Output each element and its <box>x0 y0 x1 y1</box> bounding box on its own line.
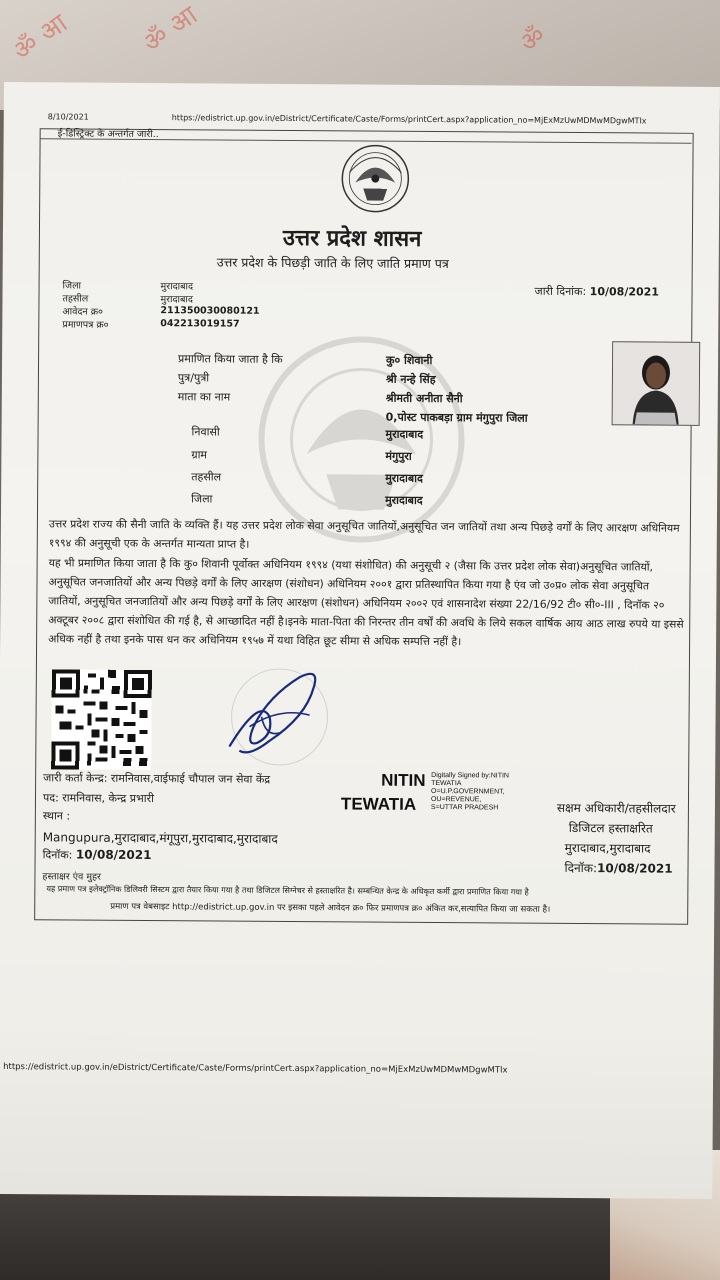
digital-sign-line: TEWATIA <box>431 779 462 788</box>
left-date-label: दिनॉक: <box>42 848 73 862</box>
detail-value-village: मंगुपुरा <box>385 449 412 463</box>
detail-label-mother: माता का नाम <box>177 390 231 404</box>
meta-label-application: आवेदन क्र० <box>62 306 104 318</box>
detail-value-address: 0,पोस्ट पाकबड़ा ग्राम मंगुपुरा जिला <box>385 410 528 425</box>
detail-value-resident: मुरादाबाद <box>385 427 424 441</box>
detail-value-father: श्री नन्हे सिंह <box>385 372 436 387</box>
authority-digital: डिजिटल हस्ताक्षरित <box>568 820 653 836</box>
detail-label-certified: प्रमाणित किया जाता है कि <box>178 352 283 366</box>
detail-value-name: कु० शिवानी <box>386 353 433 367</box>
govt-title: उत्तर प्रदेश शासन <box>282 225 422 252</box>
print-url: https://edistrict.up.gov.in/eDistrict/Certificate/Caste/Forms/printCert.aspx?application_no=MjExMzUwMDMwMDgwMTIx <box>171 113 647 126</box>
signature-icon <box>209 656 350 767</box>
digital-signature-details <box>431 772 509 813</box>
place-label: स्थान : <box>42 809 71 823</box>
right-date-value: 10/08/2021 <box>596 861 673 876</box>
meta-value-tehsil: मुरादाबाद <box>160 294 193 306</box>
right-date-label: दिनॉक: <box>564 860 598 876</box>
certificate-paper <box>0 82 720 1199</box>
meta-label-tehsil: तहसील <box>62 293 89 305</box>
meta-value-district: मुरादाबाद <box>160 281 194 293</box>
up-emblem-icon <box>333 142 418 215</box>
print-date: 8/10/2021 <box>47 112 89 122</box>
issuing-center: जारी कर्ता केन्द्र: रामनिवास,वाईफाई चौपाल जन सेवा केंद्र <box>43 771 271 786</box>
right-date <box>564 859 672 877</box>
signer-name-last: TEWATIA <box>340 794 417 814</box>
authority-location: मुरादाबाद,मुरादाबाद <box>564 840 651 856</box>
bottom-url: https://edistrict.up.gov.in/eDistrict/Certificate/Caste/Forms/printCert.aspx?application_no=MjExMzUwMDMwMDgwMTIx <box>3 1062 508 1076</box>
meta-value-certificate: 042213019157 <box>160 318 240 330</box>
background-print: ॐ आ <box>7 8 74 67</box>
signer-name-first: NITIN <box>381 770 426 790</box>
issue-date <box>535 284 660 300</box>
issued-under: ई-डिस्ट्रिक्ट के अन्तर्गत जारी.. <box>57 128 159 141</box>
detail-value-mother: श्रीमती अनीता सैनी <box>385 391 463 406</box>
footer-line-1: यह प्रमाण पत्र इलेक्ट्रॉनिक डिलिवरी सिस्टम द्वारा तैयार किया गया है तथा डिजिटल सिग्नेचर से हस्ताक्षरित है। सम्बन्धित केन्द्र के अधिकृत कर्मी द्वारा प्रमाणित किया गया है <box>46 884 529 897</box>
footer-line-2: प्रमाण पत्र वेबसाइट http://edistrict.up.gov.in पर इसका पहले आवेदन क्र० फिर प्रमाणपत्र क्र० अंकित कर,सत्यापित किया जा सकता है। <box>110 901 551 915</box>
authority-title: सक्षम अधिकारी/तहसीलदार <box>556 800 676 816</box>
issue-date-label: जारी दिनांक: <box>534 284 587 299</box>
background-print: ॐ आ <box>137 0 204 59</box>
digital-sign-line: O=U.P.GOVERNMENT, <box>431 787 505 796</box>
digital-sign-line: Digitally Signed by:NITIN <box>431 771 510 780</box>
applicant-portrait-icon <box>613 342 700 425</box>
detail-label-resident: निवासी <box>191 425 220 439</box>
digital-sign-line: S=UTTAR PRADESH <box>430 803 499 812</box>
certificate-para-2: यह भी प्रमाणित किया जाता है कि कु० शिवानी पूर्वोक्त अधिनियम १९९४ (यथा संशोधित) की अनुसूची २ (जैसा कि उत्तर प्रदेश लोक सेवा)अनुसूचित जातियों, अनुसूचित जनजातियों और अन्य पिछड़े वर्गों के लिए आरक्षण (संशोधन) अधिनियम २००१ द्वारा प्रतिस्थापित किया गया है एंव जो उ०प्र० लोक सेवा अनुसूचित जातियों, अनुसूचित जनजातियों और अन्य पिछड़े वर्गों के लिए आरक्षण (संशोधन) अधिनियम २००२ एवं शासनादेश संख्या 22/16/92 टी० सी०-III , दिनॉक २० अक्टूबर २००८ द्वारा संशोधित की गई है, से आच्छादित नहीं है।इनके माता-पिता की निरन्तर तीन वर्षों की अवधि के लिये सकल वार्षिक आय आठ लाख रुपये या इससे अधिक नहीं है तथा इनके पास धन कर अधिनियम १९५७ में यथा विहित छूट सीमा से अधिक सम्पत्ति नहीं है। <box>48 556 684 649</box>
applicant-photo <box>612 341 701 426</box>
certificate-para-1: उत्तर प्रदेश राज्य की सैनी जाति के व्यक्ति हैं। यह उत्तर प्रदेश लोक सेवा अनुसूचित जातियों,अनुसूचित जन जातियों तथा अन्य पिछड़े वर्गों के लिए आरक्षण अधिनियम १९९४ की अनुसूची एक के अन्तर्गत मान्यता प्राप्त है। <box>48 517 680 551</box>
digital-sign-line: OU=REVENUE, <box>430 795 482 804</box>
place-value: Mangupura,मुरादाबाद,मंगूपुरा,मुरादाबाद,मुरादाबाद <box>42 830 278 846</box>
background-print: ॐ <box>514 20 552 59</box>
left-date-value: 10/08/2021 <box>75 847 152 863</box>
qr-code-icon <box>49 669 154 770</box>
sign-seal-label: हस्ताक्षर एंव मुहर <box>42 871 101 883</box>
meta-label-district: जिला <box>62 280 82 292</box>
issuing-post: पद: रामनिवास, केन्द्र प्रभारी <box>42 791 154 806</box>
detail-label-village: ग्राम <box>191 448 208 462</box>
detail-label-tehsil: तहसील <box>191 470 222 484</box>
left-date <box>43 847 152 863</box>
detail-label-district: जिला <box>191 492 213 506</box>
meta-label-certificate: प्रमाणपत्र क्र० <box>62 319 109 331</box>
certificate-subtitle: उत्तर प्रदेश के पिछड़ी जाति के लिए जाति प्रमाण पत्र <box>216 254 449 272</box>
detail-value-tehsil: मुरादाबाद <box>385 471 423 485</box>
detail-value-district: मुरादाबाद <box>385 493 423 507</box>
detail-label-son-daughter: पुत्र/पुत्री <box>177 371 210 385</box>
meta-value-application: 211350030080121 <box>160 305 260 317</box>
issue-date-value: 10/08/2021 <box>589 285 660 299</box>
